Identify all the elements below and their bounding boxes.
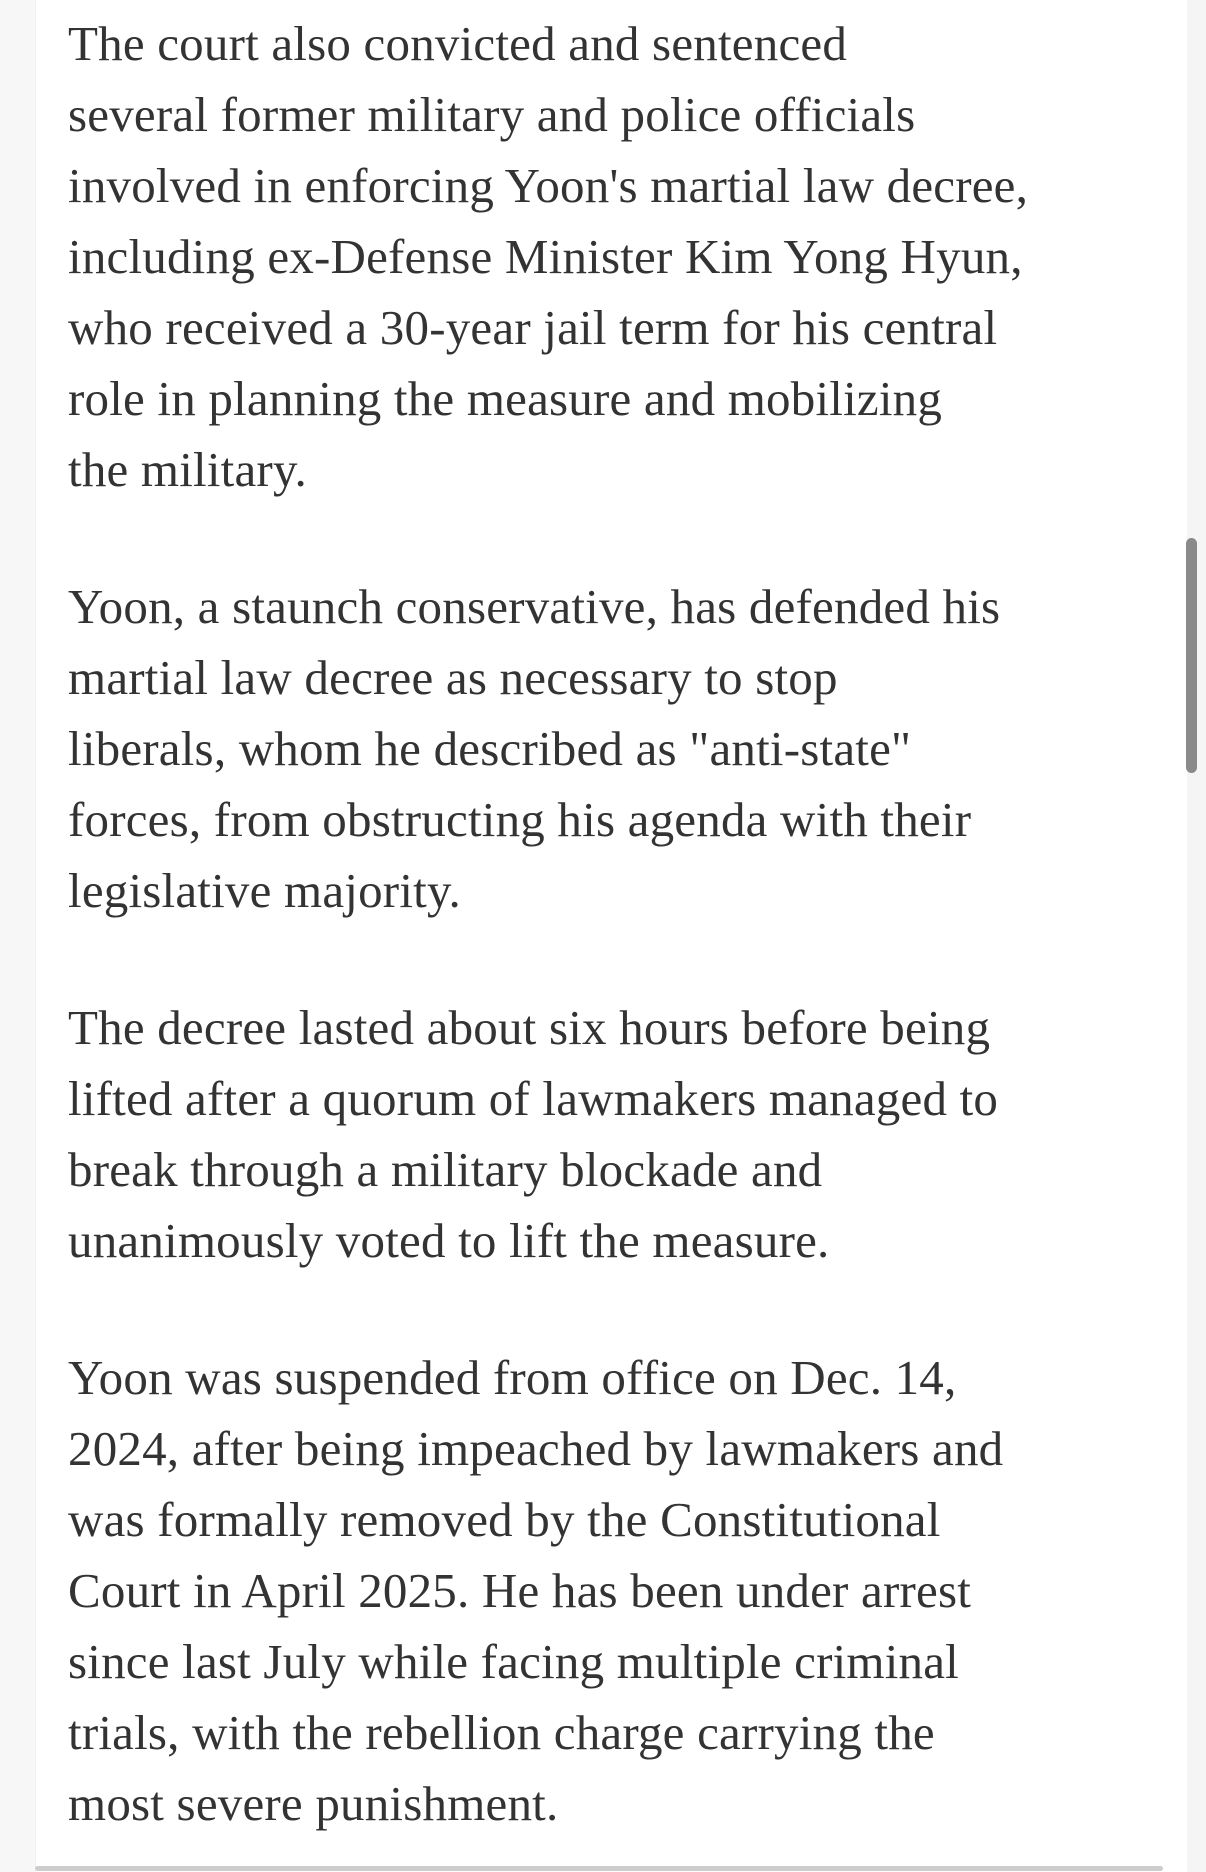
text-line: liberals, whom he described as "anti-state" xyxy=(68,721,912,776)
text-line: including ex-Defense Minister Kim Yong Hyun, xyxy=(68,229,1023,284)
paragraph xyxy=(68,1342,1118,1839)
text-line: Court in April 2025. He has been under arrest xyxy=(68,1563,972,1618)
text-line: was formally removed by the Constitutional xyxy=(68,1492,941,1547)
text-line: Yoon, a staunch conservative, has defended his xyxy=(68,579,1001,634)
paragraph xyxy=(68,8,1118,505)
text-line: The court also convicted and sentenced xyxy=(68,16,848,71)
text-line: who received a 30-year jail term for his central xyxy=(68,300,998,355)
text-line: role in planning the measure and mobilizing xyxy=(68,371,943,426)
text-line: most severe punishment. xyxy=(68,1776,559,1831)
scrollbar-track[interactable] xyxy=(1187,0,1206,1872)
text-line: 2024, after being impeached by lawmakers and xyxy=(68,1421,1004,1476)
paragraph xyxy=(68,992,1118,1276)
paragraph xyxy=(68,571,1118,926)
text-line: forces, from obstructing his agenda with their xyxy=(68,792,972,847)
text-line: break through a military blockade and xyxy=(68,1142,823,1197)
text-line: martial law decree as necessary to stop xyxy=(68,650,838,705)
text-line: trials, with the rebellion charge carrying the xyxy=(68,1705,935,1760)
scrollbar-thumb[interactable] xyxy=(1186,538,1197,773)
text-line: legislative majority. xyxy=(68,863,461,918)
text-line: Yoon was suspended from office on Dec. 14, xyxy=(68,1350,957,1405)
text-line: unanimously voted to lift the measure. xyxy=(68,1213,830,1268)
bottom-divider xyxy=(35,1866,1163,1871)
left-page-gutter xyxy=(0,0,36,1872)
text-line: The decree lasted about six hours before being xyxy=(68,1000,991,1055)
text-line: lifted after a quorum of lawmakers managed to xyxy=(68,1071,999,1126)
article-body xyxy=(68,8,1118,1872)
text-line: involved in enforcing Yoon's martial law decree, xyxy=(68,158,1029,213)
text-line: since last July while facing multiple criminal xyxy=(68,1634,959,1689)
text-line: several former military and police officials xyxy=(68,87,916,142)
text-line: the military. xyxy=(68,442,307,497)
